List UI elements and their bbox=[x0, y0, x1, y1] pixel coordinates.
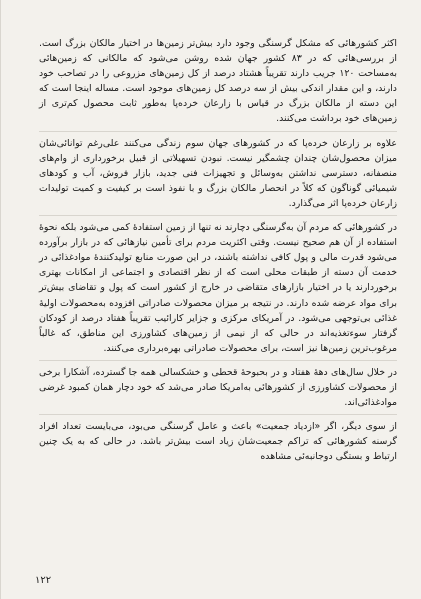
divider bbox=[39, 360, 397, 361]
paragraph-2: علاوه بر زارعان خرده‌پا که در کشورهای جهان سوم زندگی می‌کنند علی‌رغم توانائی‌شان میزان محصول‌شان چندان چشمگیر نیست. نبودن تسهیلاتی از قبیل برخورداری از وام‌های منصفانه، دسترسی نداشتن به‌وسائل و تجهیزات فنی جدید، بازار فروش، آب و کودهای شیمیائی گوناگون که کلاً در انحصار مالکان بزرگ و با نفوذ است بر کیفیت و کمیت تولیدات زارعان خرده‌پا اثر می‌گذارد. bbox=[39, 137, 397, 209]
body-text bbox=[39, 36, 397, 464]
divider bbox=[39, 131, 397, 132]
divider bbox=[39, 414, 397, 415]
paragraph-5: از سوی دیگر، اگر «ازدیاد جمعیت» باعث و عامل گرسنگی می‌بود، می‌بایست تعداد افراد گرسنه کشورهائی که تراکم جمعیت‌شان زیاد است بیش‌تر باشد. در حالی که به یک چنین ارتباط و بستگی دوجانبه‌ئی مشاهده bbox=[39, 421, 397, 463]
paragraph-4: در خلال سال‌های دههٔ هفتاد و در بحبوحهٔ قحطی و خشکسالی همه جا گسترده، آشکارا برخی از محصولات کشاورزی از کشورهائی به‌امریکا صادر می‌شد که خود دچار همان کمبود غرضی موادغذائی‌اند. bbox=[39, 366, 397, 409]
divider bbox=[39, 215, 397, 216]
paragraph-3: در کشورهائی که مردم آن به‌گرسنگی دچارند نه تنها از زمین استفادهٔ کمی می‌شود بلکه نحوهٔ استفاده از آن هم صحیح نیست. وقتی اکثریت مردم برای تأمین نیازهائی که در بازار برآورده می‌شود قدرت مالی و پول کافی نداشته باشند، در این صورت منابع تولیدکنندهٔ موادغذائی در خدمت آن دسته از طبقات محلی است که از نظر اقتصادی و اجتماعی از امکانات بهتری برخوردارند یا در اختیار بازارهای متقاضی در خارج از کشور است که پول و تقاضای بیش‌تر برای مواد عرضه شده دارند. در نتیجه بر میزان محصولات صادراتی افزوده به‌محصولات اولیهٔ غذائی بی‌توجهی می‌شود. در آمریکای مرکزی و جزایر کارائیب تقریباً هفتاد درصد از کودکان گرفتار سوءتغذیه‌اند در حالی که از نیمی از زمین‌های کشاورزی این مناطق، که غالباً مرغوب‌ترین زمین‌ها نیز است، برای محصولات صادراتی بهره‌برداری می‌کنند. bbox=[39, 222, 397, 354]
paragraph-1: اکثر کشورهائی که مشکل گرسنگی وجود دارد بیش‌تر زمین‌ها در اختیار مالکان بزرگ است. از بررسی‌هائی که در ۸۳ کشور جهان شده روشن می‌شود که مالکانی که زمین‌هائی به‌مساحت ۱۲۰ جریب دارند تقریباً هشتاد درصد از کل زمین‌های مزروعی را در تصاحب خود دارند، و این مقدار اندکی بیش از سه درصد کل زمین‌های موجود است. مساله اینجا است که این دسته از مالکان بزرگ در قیاس با زارعان خرده‌پا به‌طور ثابت محصول کم‌تری از زمین‌های خود برداشت می‌کنند. bbox=[39, 38, 397, 125]
page-number: ۱۲۲ bbox=[35, 575, 52, 586]
